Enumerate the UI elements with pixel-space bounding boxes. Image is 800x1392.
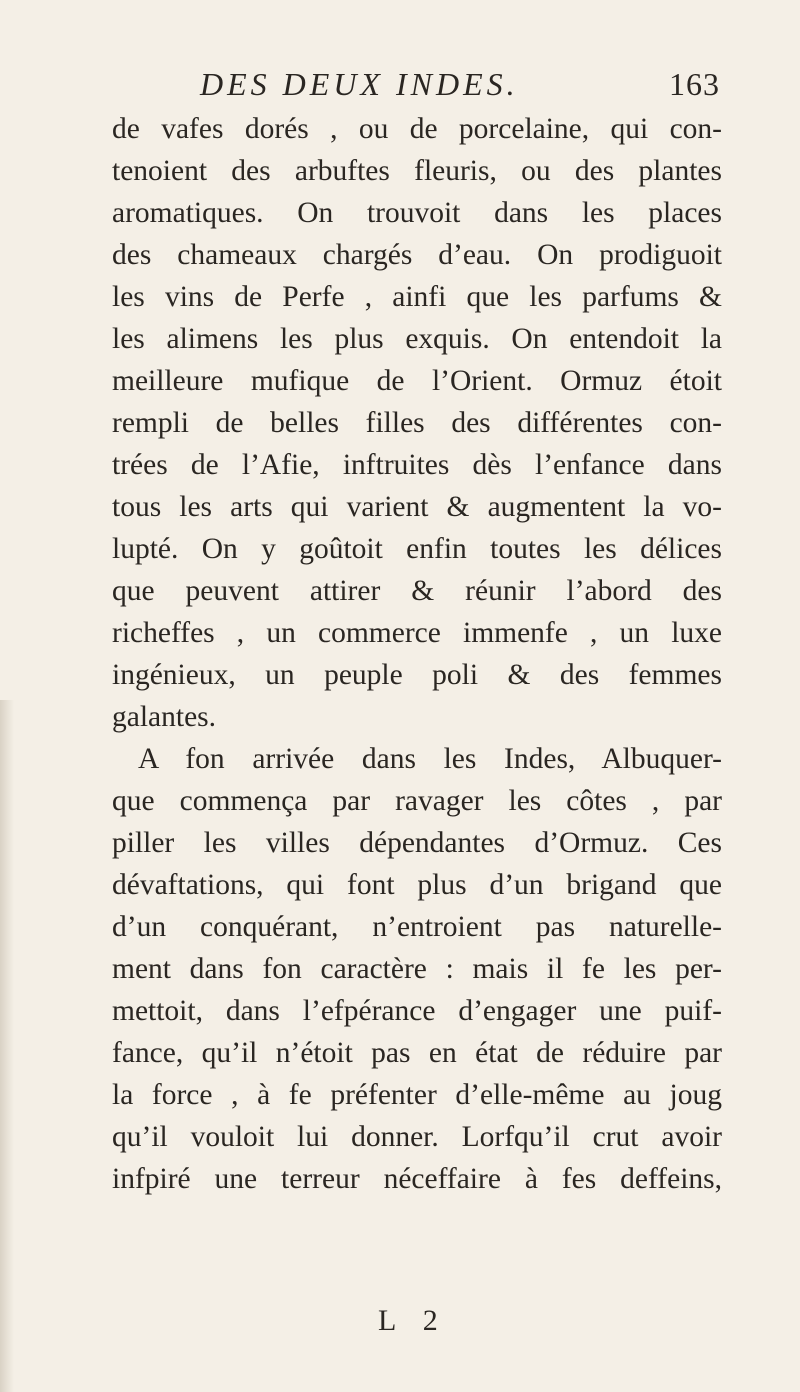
- running-title: DES DEUX INDES.: [200, 66, 519, 102]
- body-text: [112, 108, 722, 1200]
- text-line: les vins de Perfe , ainfi que les parfums &: [112, 281, 722, 313]
- text-line-paragraph-start: A fon arrivée dans les Indes, Albuquer-: [138, 743, 722, 775]
- text-line: d’un conquérant, n’entroient pas naturelle-: [112, 911, 722, 943]
- text-line: ingénieux, un peuple poli & des femmes: [112, 659, 722, 691]
- page-gutter-shadow: [0, 700, 14, 1392]
- signature-mark: L 2: [378, 1304, 448, 1337]
- text-line: meilleure mufique de l’Orient. Ormuz étoit: [112, 365, 722, 397]
- text-line: richeffes , un commerce immenfe , un luxe: [112, 617, 722, 649]
- page-number: 163: [669, 66, 720, 102]
- text-line: lupté. On y goûtoit enfin toutes les délices: [112, 533, 722, 565]
- text-line: aromatiques. On trouvoit dans les places: [112, 197, 722, 229]
- text-line: des chameaux chargés d’eau. On prodiguoit: [112, 239, 722, 271]
- text-line: les alimens les plus exquis. On entendoit la: [112, 323, 722, 355]
- text-line: qu’il vouloit lui donner. Lorfqu’il crut avoir: [112, 1121, 722, 1153]
- text-line: piller les villes dépendantes d’Ormuz. Ces: [112, 827, 722, 859]
- text-line: tenoient des arbuftes fleuris, ou des plantes: [112, 155, 722, 187]
- text-line: que commença par ravager les côtes , par: [112, 785, 722, 817]
- page-header: [200, 66, 720, 106]
- text-line: mettoit, dans l’efpérance d’engager une puif-: [112, 995, 722, 1027]
- text-line: rempli de belles filles des différentes con-: [112, 407, 722, 439]
- text-line: infpiré une terreur néceffaire à fes deffeins,: [112, 1163, 722, 1195]
- text-line: trées de l’Afie, inftruites dès l’enfance dans: [112, 449, 722, 481]
- text-line: dévaftations, qui font plus d’un brigand que: [112, 869, 722, 901]
- text-line: fance, qu’il n’étoit pas en état de réduire par: [112, 1037, 722, 1069]
- text-line: galantes.: [112, 701, 217, 733]
- text-line: tous les arts qui varient & augmentent la vo-: [112, 491, 722, 523]
- text-line: ment dans fon caractère : mais il fe les per-: [112, 953, 722, 985]
- text-line: la force , à fe préfenter d’elle-même au joug: [112, 1079, 722, 1111]
- text-line: que peuvent attirer & réunir l’abord des: [112, 575, 722, 607]
- text-line: de vafes dorés , ou de porcelaine, qui con-: [112, 113, 722, 145]
